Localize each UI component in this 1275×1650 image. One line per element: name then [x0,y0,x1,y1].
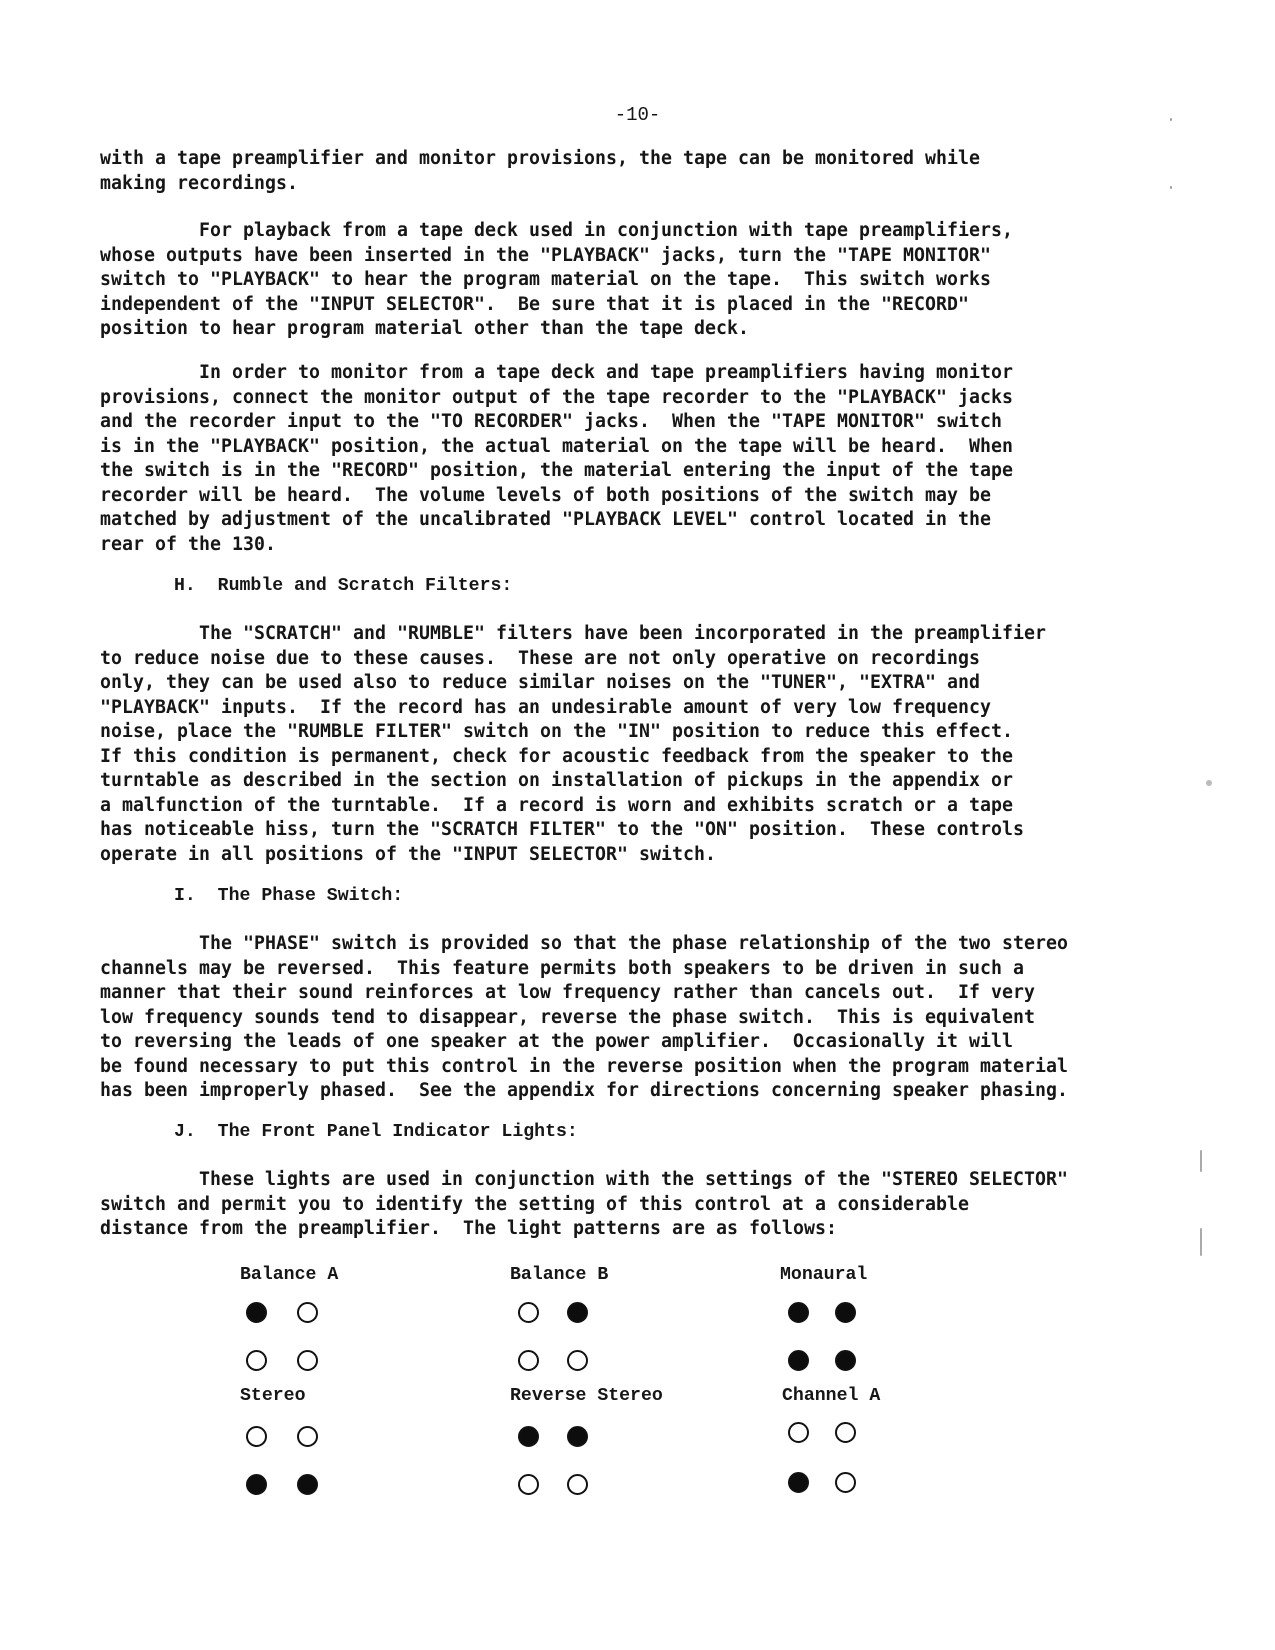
indicator-light-on [788,1350,809,1371]
indicator-light-on [518,1426,539,1447]
scan-speck [1206,780,1212,786]
indicator-light-off [297,1350,318,1371]
pattern-label: Reverse Stereo [510,1386,663,1406]
indicator-light-on [297,1474,318,1495]
indicator-light-off [788,1422,809,1443]
indicator-light-on [246,1474,267,1495]
pattern-label: Monaural [780,1265,868,1285]
indicator-light-off [246,1350,267,1371]
paragraph-continuation: with a tape preamplifier and monitor provisions, the tape can be monitored while making recordings. [100,148,980,194]
indicator-light-on [788,1472,809,1493]
indicator-light-on [246,1302,267,1323]
scan-speck [1170,118,1172,121]
heading-rumble-scratch: H. Rumble and Scratch Filters: [174,576,513,596]
scan-speck [1200,1228,1202,1256]
indicator-light-off [835,1422,856,1443]
indicator-light-off [518,1474,539,1495]
indicator-light-on [835,1350,856,1371]
paragraph-phase: The "PHASE" switch is provided so that the phase relationship of the two stereo channels may be reversed. This feature permits both speakers to be driven in such a manner that their sound reinforces at low frequency rather than cancels out. If very low frequency sounds tend to disappear, reverse the phase switch. This is equivalent to reversing the leads of one speaker at the power amplifier. Occasionally it will be found necessary to put this control in the reverse position when the program material has been improperly phased. See the appendix for directions concerning speaker phasing. [100,933,1068,1101]
indicator-light-off [297,1302,318,1323]
indicator-light-on [567,1302,588,1323]
heading-phase-switch: I. The Phase Switch: [174,886,404,906]
heading-indicator-lights: J. The Front Panel Indicator Lights: [174,1122,578,1142]
indicator-light-off [297,1426,318,1447]
indicator-light-on [835,1302,856,1323]
pattern-label: Balance B [510,1265,609,1285]
scan-speck [1170,186,1172,189]
indicator-light-off [567,1474,588,1495]
paragraph-filters: The "SCRATCH" and "RUMBLE" filters have been incorporated in the preamplifier to reduce noise due to these causes. These are not only operative on recordings only, they can be used also to reduce similar noises on the "TUNER", "EXTRA" and "PLAYBACK" inputs. If the record has an undesirable amount of very low frequency noise, place the "RUMBLE FILTER" switch on the "IN" position to reduce this effect. If this condition is permanent, check for acoustic feedback from the speaker to the turntable as described in the section on installation of pickups in the appendix or a malfunction of the turntable. If a record is worn and exhibits scratch or a tape has noticeable hiss, turn the "SCRATCH FILTER" to the "ON" position. These controls operate in all positions of the "INPUT SELECTOR" switch. [100,623,1046,865]
indicator-light-on [567,1426,588,1447]
indicator-light-off [835,1472,856,1493]
indicator-light-off [567,1350,588,1371]
pattern-label: Channel A [782,1386,881,1406]
page-number: -10- [614,104,661,126]
paragraph-monitor: In order to monitor from a tape deck and tape preamplifiers having monitor provisions, connect the monitor output of the tape recorder to the "PLAYBACK" jacks and the recorder input to the "TO RECORDER" jacks. When the "TAPE MONITOR" switch is in the "PLAYBACK" position, the actual material on the tape will be heard. When the switch is in the "RECORD" position, the material entering the input of the tape recorder will be heard. The volume levels of both positions of the switch may be matched by adjustment of the uncalibrated "PLAYBACK LEVEL" control located in the rear of the 130. [100,362,1013,555]
pattern-label: Stereo [240,1386,306,1406]
scan-speck [1200,1150,1202,1172]
indicator-light-off [518,1350,539,1371]
indicator-light-on [788,1302,809,1323]
pattern-label: Balance A [240,1265,339,1285]
paragraph-lights: These lights are used in conjunction with the settings of the "STEREO SELECTOR" switch and permit you to identify the setting of this control at a considerable distance from the preamplifier. The light patterns are as follows: [100,1169,1068,1239]
indicator-light-off [518,1302,539,1323]
indicator-light-off [246,1426,267,1447]
paragraph-playback: For playback from a tape deck used in conjunction with tape preamplifiers, whose outputs have been inserted in the "PLAYBACK" jacks, turn the "TAPE MONITOR" switch to "PLAYBACK" to hear the program material on the tape. This switch works independent of the "INPUT SELECTOR". Be sure that it is placed in the "RECORD" position to hear program material other than the tape deck. [100,220,1013,339]
